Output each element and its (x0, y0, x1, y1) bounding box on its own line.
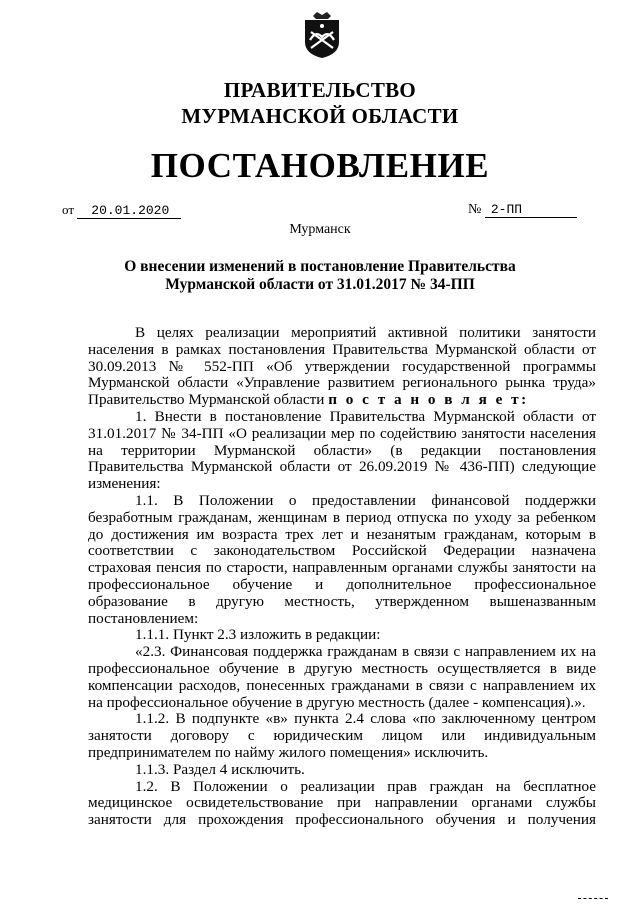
body-line-text: 31.01.2017 № 34-ПП «О реализации мер по содействию занятости населения (88, 424, 596, 442)
number-line (468, 202, 577, 218)
body-line (88, 426, 596, 443)
body-line (88, 779, 596, 796)
body-line-text: образование в другую местность, утвержденном вышеназванным (88, 592, 596, 610)
document-body (88, 325, 596, 829)
subject-line1: О внесении изменений в постановление Правительства (124, 258, 516, 275)
body-line (88, 728, 596, 745)
body-line-text: 30.09.2013 № 552-ПП «Об утверждении государственной программы (88, 357, 596, 375)
government-title-line2: МУРМАНСКОЙ ОБЛАСТИ (181, 104, 459, 128)
body-line-text: компенсации расходов, понесенных гражданами в связи с направлением их (88, 676, 596, 694)
body-line-text: профессиональное обучение и дополнительное профессиональное (88, 575, 596, 593)
body-line-text: безработным гражданам, женщинам в период отпуска по уходу за ребенком (88, 508, 596, 526)
body-line (88, 325, 596, 342)
body-line-text: Правительство Мурманской области (88, 391, 325, 409)
body-line (88, 711, 596, 728)
body-line-text: медицинское освидетельствование при направлении органами службы (88, 794, 596, 812)
date-line (62, 202, 181, 219)
body-line-text: до достижения им возраста трех лет и незанятым гражданам, которым в (88, 525, 596, 543)
body-line-text: на профессиональное обучение в другую местность (далее - компенсация).». (88, 693, 586, 711)
body-line (88, 644, 596, 661)
body-line (88, 594, 596, 611)
body-line-text: соответствии с законодательством Российской Федерации назначена (88, 542, 596, 560)
body-line (88, 476, 596, 493)
body-line-text: занятости договору с юридическим лицом или индивидуальным (88, 727, 596, 745)
number-prefix: № (468, 202, 482, 217)
coat-of-arms-icon (301, 10, 343, 60)
body-line (88, 678, 596, 695)
document-type-title: ПОСТАНОВЛЕНИЕ (150, 146, 490, 185)
body-line (88, 493, 596, 510)
body-line (88, 527, 596, 544)
document-subject (0, 258, 640, 294)
body-line-text: 1. Внести в постановление Правительства Мурманской области от (135, 407, 596, 425)
body-line (88, 577, 596, 594)
body-line (88, 627, 596, 644)
body-line (88, 443, 596, 460)
body-line (88, 543, 596, 560)
resolves-emphasis: п о с т а н о в л я е т: (328, 391, 529, 409)
body-line-text: на территории Мурманской области» (в редакции постановления (88, 441, 596, 459)
body-line-text: профессиональное обучение в другую местность осуществляется в виде (88, 659, 596, 677)
body-line (88, 695, 596, 712)
body-line-text: 1.1. В Положении о предоставлении финансовой поддержки (135, 491, 596, 509)
body-line (88, 375, 596, 392)
body-line (88, 359, 596, 376)
city-name: Мурманск (289, 222, 351, 237)
body-line-text: Правительства Мурманской области от 26.09.2019 № 436-ПП) следующие (88, 458, 596, 476)
body-line-text: постановлением: (88, 609, 199, 627)
document-number: 2-ПП (485, 202, 577, 218)
body-line-text: занятости для прохождения профессионального обучения и получения (88, 811, 596, 829)
body-line (88, 560, 596, 577)
body-line (88, 510, 596, 527)
body-line (88, 611, 596, 628)
government-title-line1: ПРАВИТЕЛЬСТВО (223, 78, 417, 102)
body-line-text: 1.1.3. Раздел 4 исключить. (135, 760, 305, 778)
body-line (88, 795, 596, 812)
body-line (88, 409, 596, 426)
body-line-text: предпринимателем по найму жилого помещения» исключить. (88, 743, 489, 761)
body-line-text: населения в рамках постановления Правительства Мурманской области от (88, 340, 596, 358)
body-line (88, 661, 596, 678)
document-date: 20.01.2020 (77, 203, 181, 219)
body-line-text: изменения: (88, 475, 161, 493)
body-line (88, 812, 596, 829)
body-line (88, 745, 596, 762)
body-line (88, 762, 596, 779)
body-line-text: Мурманской области «Управление развитием регионального рынка труда» (88, 374, 596, 392)
body-line-text: 1.1.2. В подпункте «в» пункта 2.4 слова «по заключенному центром (135, 710, 596, 728)
body-line-text: 1.2. В Положении о реализации прав граждан на бесплатное (135, 777, 596, 795)
body-line-text: страховая пенсия по старости, направленным органами службы занятости на (88, 559, 596, 577)
body-line (88, 392, 596, 409)
body-line-text: В целях реализации мероприятий активной политики занятости (135, 324, 596, 341)
body-line (88, 459, 596, 476)
subject-line2: Мурманской области от 31.01.2017 № 34-ПП (165, 276, 475, 293)
body-line-text: «2.3. Финансовая поддержка гражданам в связи с направлением их на (135, 643, 596, 661)
body-line-text: 1.1.1. Пункт 2.3 изложить в редакции: (135, 626, 381, 644)
body-line (88, 342, 596, 359)
date-prefix: от (62, 202, 75, 217)
page-edge-mark (578, 898, 608, 899)
